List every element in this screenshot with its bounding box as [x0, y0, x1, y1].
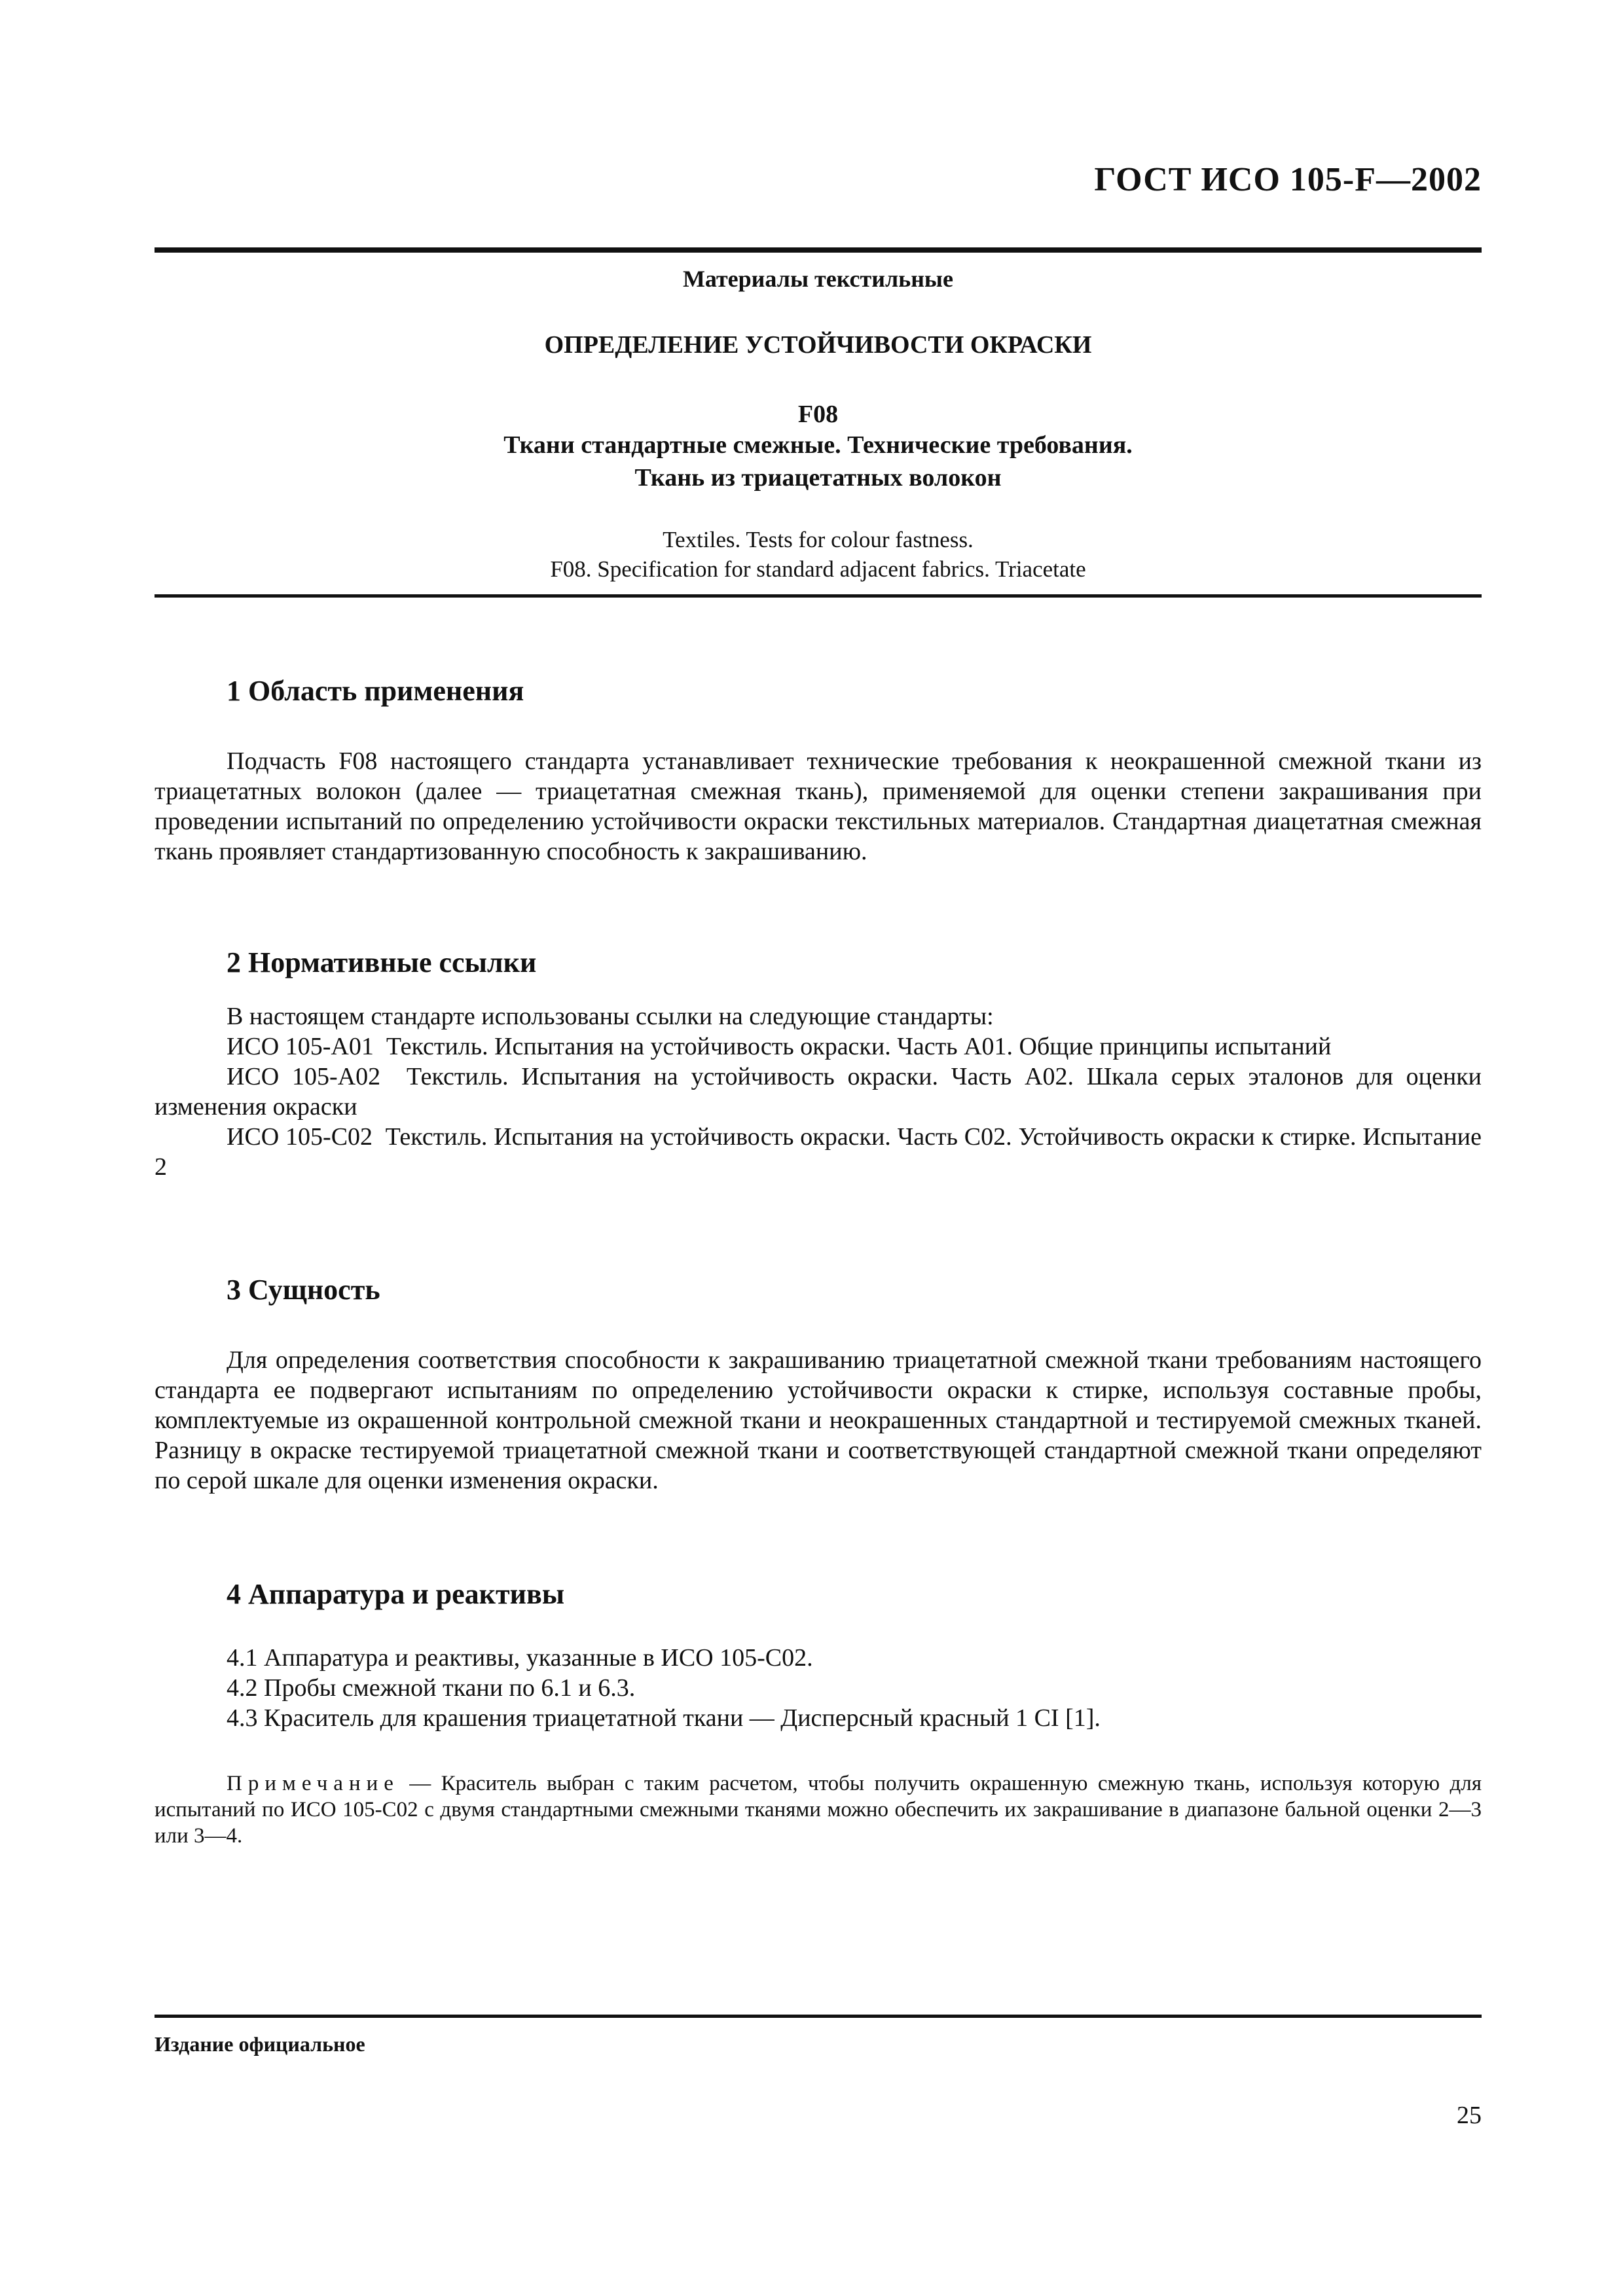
title-english-line1: Textiles. Tests for colour fastness. — [663, 527, 974, 552]
note-label: Примечание — [227, 1772, 399, 1795]
title-materials: Материалы текстильные — [682, 266, 954, 292]
reference-title: Текстиль. Испытания на устойчивость окраски. Часть А01. Общие принципы испытаний — [386, 1033, 1332, 1060]
footer-rule — [155, 2015, 1482, 2018]
reference-item — [155, 1122, 1482, 1182]
section4-note — [155, 1770, 1482, 1849]
reference-title: Текстиль. Испытания на устойчивость окраски. Часть С02. Устойчивость окраски к стирке. Испытание 2 — [155, 1123, 1482, 1181]
section1-heading: 1 Область применения — [227, 675, 524, 707]
title-subtitle-line2: Ткань из триацетатных волокон — [634, 464, 1002, 492]
title-subtitle-line1: Ткани стандартные смежные. Технические требования. — [503, 431, 1133, 459]
title-english-line2: F08. Specification for standard adjacent fabrics. Triacetate — [550, 556, 1086, 582]
reference-code: ИСО 105-С02 — [227, 1123, 373, 1151]
section1-text: Подчасть F08 настоящего стандарта устанавливает технические требования к неокрашенной смежной ткани из триацетатных волокон (далее — триацетатная смежная ткань), применяемой для оценки степени закрашивания при проведении испытаний по определению устойчивости окраски текстильных материалов. Стандартная диацетатная смежная ткань проявляет стандартизованную способность к закрашиванию. — [155, 747, 1482, 865]
section3-text: Для определения соответствия способности к закрашиванию триацетатной смежной ткани требованиям настоящего стандарта ее подвергают испытаниям по определению устойчивости окраски к стирке, используя составные пробы, комплектуемые из окрашенной контрольной смежной ткани и неокрашенных стандартной и тестируемой смежных тканей. Разницу в окраске тестируемой триацетатной смежной ткани и соответствующей стандартной смежной ткани определяют по серой шкале для оценки изменения окраски. — [155, 1346, 1482, 1494]
page-number: 25 — [1457, 2102, 1482, 2129]
section4-heading: 4 Аппаратура и реактивы — [227, 1578, 565, 1610]
title-rule — [155, 594, 1482, 598]
title-code: F08 — [797, 401, 839, 428]
top-rule — [155, 247, 1482, 253]
reference-item — [155, 1062, 1482, 1122]
section4-item: 4.2 Пробы смежной ткани по 6.1 и 6.3. — [227, 1674, 636, 1702]
section4-item: 4.3 Краситель для крашения триацетатной ткани — Дисперсный красный 1 CI [1]. — [227, 1704, 1101, 1732]
official-edition-label: Издание официальное — [155, 2032, 365, 2056]
note-text: — Краситель выбран с таким расчетом, чтобы получить окрашенную смежную ткань, используя которую для испытаний по ИСО 105-С02 с двумя стандартными смежными тканями можно обеспечить их закрашивание в диапазоне бальной оценки 2—3 или 3—4. — [155, 1772, 1482, 1848]
section2-intro: В настоящем стандарте использованы ссылки на следующие стандарты: — [227, 1003, 994, 1030]
reference-item — [155, 1031, 1482, 1062]
section2-body — [155, 1001, 1482, 1182]
section3-heading: 3 Сущность — [227, 1274, 380, 1306]
section2-heading: 2 Нормативные ссылки — [227, 946, 537, 978]
reference-title: Текстиль. Испытания на устойчивость окраски. Часть А02. Шкала серых эталонов для оценки изменения окраски — [155, 1063, 1482, 1121]
reference-code: ИСО 105-А02 — [227, 1063, 381, 1090]
standard-number: ГОСТ ИСО 105-F—2002 — [1094, 161, 1482, 198]
section4-item: 4.1 Аппаратура и реактивы, указанные в ИСО 105-С02. — [227, 1644, 813, 1672]
reference-code: ИСО 105-А01 — [227, 1033, 374, 1060]
section4-items — [155, 1643, 1482, 1733]
title-main: ОПРЕДЕЛЕНИЕ УСТОЙЧИВОСТИ ОКРАСКИ — [544, 331, 1092, 359]
